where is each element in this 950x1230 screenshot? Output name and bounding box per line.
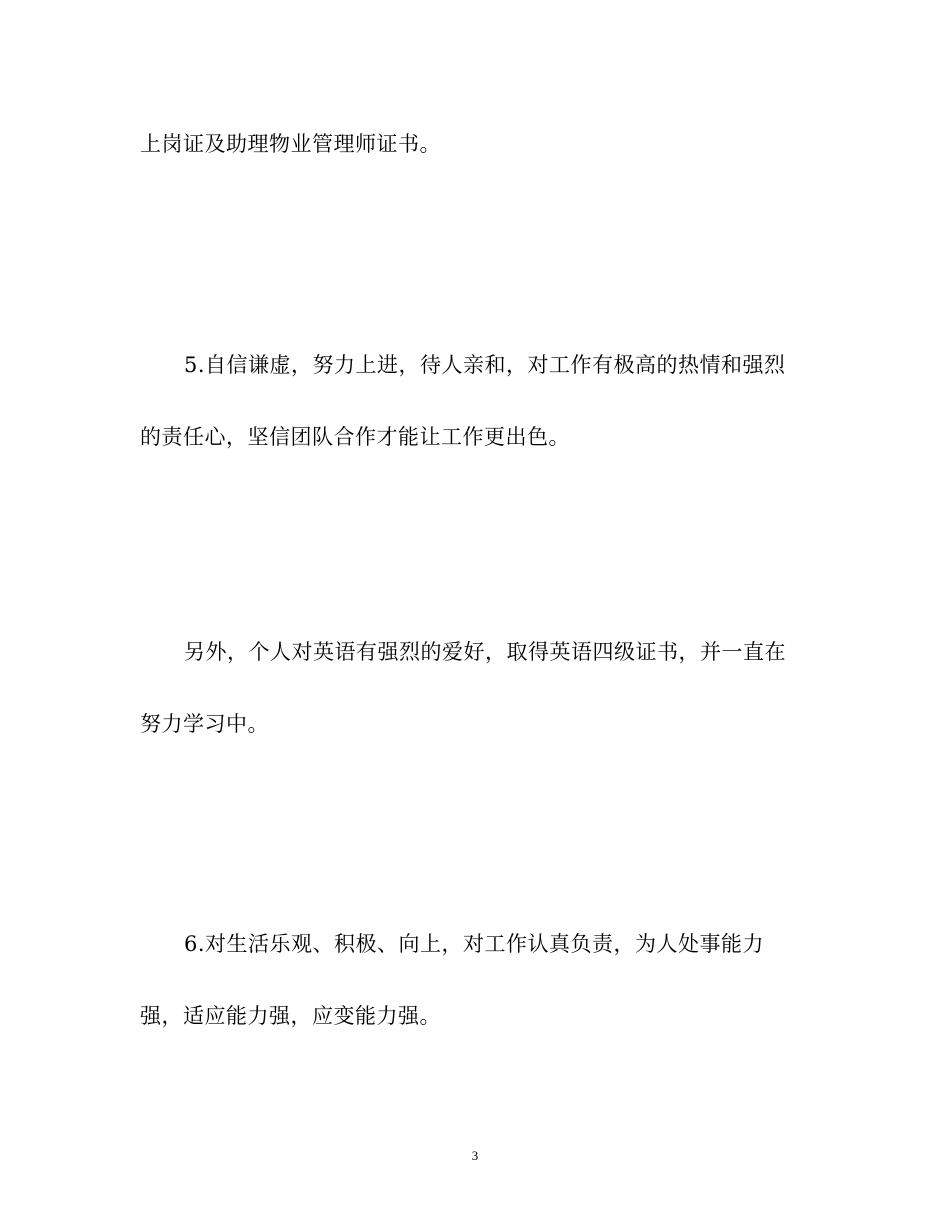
paragraph-line-item-6-start: 6.对生活乐观、积极、向上，对工作认真负责，为人处事能力 (184, 932, 765, 956)
paragraph-line-item-5-end: 的责任心，坚信团队合作才能让工作更出色。 (140, 425, 570, 449)
page-number: 3 (471, 1148, 479, 1163)
paragraph-line-english-end: 努力学习中。 (140, 712, 269, 736)
paragraph-line-certificates: 上岗证及助理物业管理师证书。 (140, 132, 441, 156)
paragraph-line-item-5-start: 5.自信谦虚，努力上进，待人亲和，对工作有极高的热情和强烈 (184, 353, 786, 377)
paragraph-line-english-start: 另外，个人对英语有强烈的爱好，取得英语四级证书，并一直在 (184, 640, 786, 664)
paragraph-line-item-6-end: 强，适应能力强，应变能力强。 (140, 1004, 441, 1028)
